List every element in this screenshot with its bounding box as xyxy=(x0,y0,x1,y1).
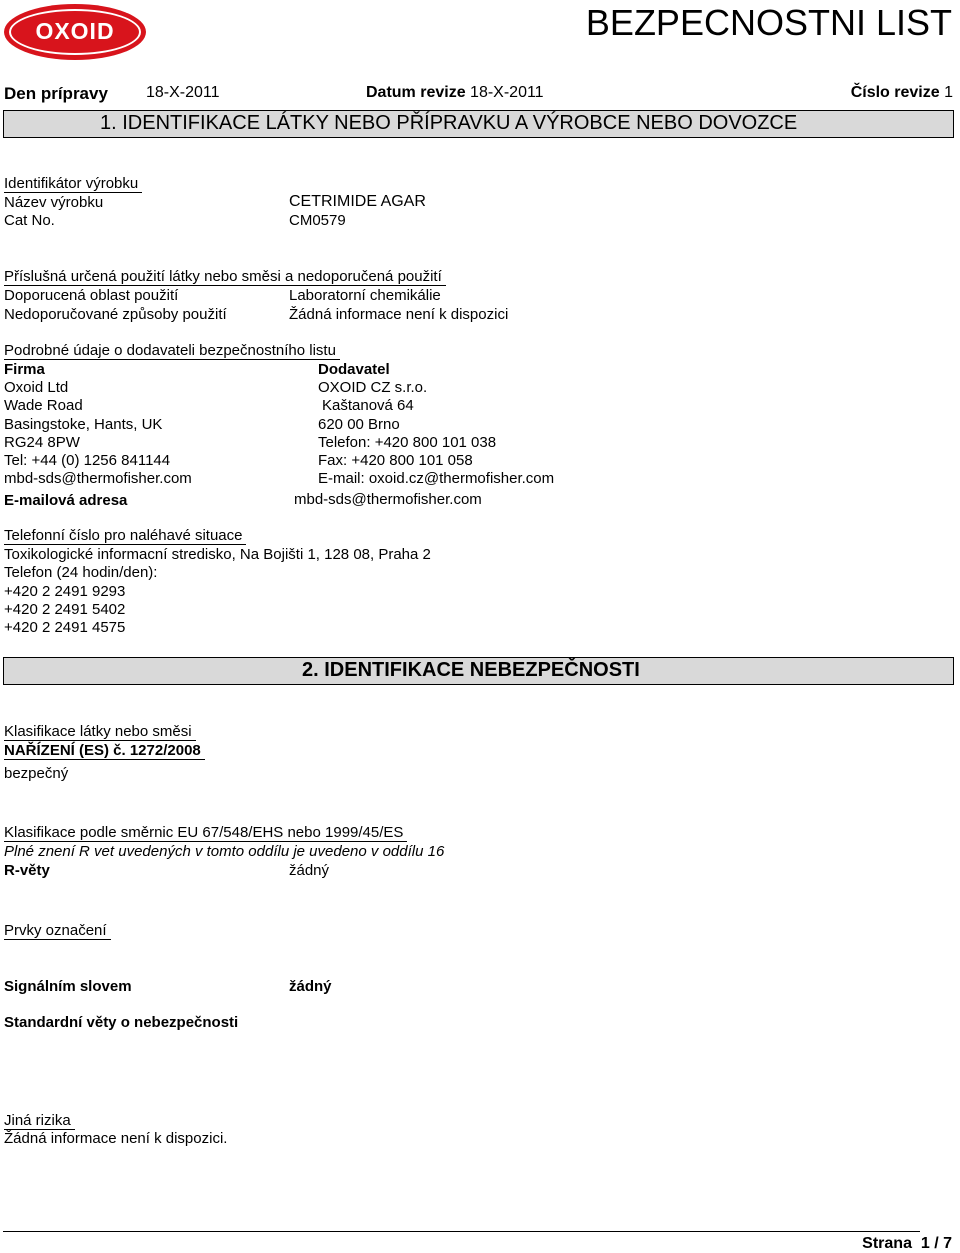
classification-heading: Klasifikace látky nebo směsi xyxy=(4,723,196,741)
recommended-label: Doporucená oblast použití xyxy=(4,287,179,304)
emergency-line: Toxikologické informacní stredisko, Na Bojišti 1, 128 08, Praha 2 xyxy=(4,546,431,563)
oxoid-logo xyxy=(4,4,146,60)
label-elements-heading: Prvky označení xyxy=(4,922,111,940)
firm-line: mbd-sds@thermofisher.com xyxy=(4,470,192,488)
emergency-block xyxy=(4,546,431,637)
firm-line: Wade Road xyxy=(4,397,83,415)
directive-heading: Klasifikace podle směrnic EU 67/548/EHS nebo 1999/45/ES xyxy=(4,824,407,842)
product-name-value: CETRIMIDE AGAR xyxy=(289,193,426,210)
emergency-phone: +420 2 2491 4575 xyxy=(4,619,126,637)
r-phrases-label: R-věty xyxy=(4,862,50,879)
regulation: NAŘÍZENÍ (ES) č. 1272/2008 xyxy=(4,742,205,760)
supplier-line: 620 00 Brno xyxy=(318,415,400,433)
emergency-phone: +420 2 2491 9293 xyxy=(4,582,126,600)
revision-date xyxy=(366,84,544,102)
page-label: Strana xyxy=(862,1235,912,1252)
supplier-heading: Podrobné údaje o dodavateli bezpečnostního listu xyxy=(4,342,340,360)
revision-number xyxy=(851,84,953,102)
supplier-line: Kaštanová 64 xyxy=(322,397,414,415)
logo-text: OXOID xyxy=(35,18,115,44)
supplier-line: OXOID CZ s.r.o. xyxy=(318,379,428,397)
email-label: E-mailová adresa xyxy=(4,492,128,509)
revnum-value: 1 xyxy=(944,84,953,101)
other-hazards-value: Žádná informace není k dispozici. xyxy=(4,1130,228,1147)
emergency-heading: Telefonní číslo pro naléhavé situace xyxy=(4,527,246,545)
classification-value: bezpečný xyxy=(4,765,69,782)
signal-word-label: Signálním slovem xyxy=(4,978,132,995)
page-number xyxy=(862,1235,952,1253)
email-value[interactable]: mbd-sds@thermofisher.com xyxy=(294,491,482,508)
revdate-label: Datum revize xyxy=(366,84,466,101)
signal-word-value: žádný xyxy=(289,978,332,995)
prep-date: 18-X-2011 xyxy=(146,84,220,101)
prep-label: Den prípravy xyxy=(4,84,108,103)
not-recommended-label: Nedoporučované způsoby použití xyxy=(4,306,227,323)
footer-rule xyxy=(3,1231,920,1232)
firm-line: Tel: +44 (0) 1256 841144 xyxy=(4,452,171,470)
firm-line: RG24 8PW xyxy=(4,433,80,451)
emergency-phone: +420 2 2491 5402 xyxy=(4,600,126,618)
directive-note: Plné znení R vet uvedených v tomto oddílu je uvedeno v oddílu 16 xyxy=(4,843,445,860)
section2-title: 2. IDENTIFIKACE NEBEZPEČNOSTI xyxy=(302,659,640,681)
cat-value: CM0579 xyxy=(289,212,346,229)
supplier-block xyxy=(318,361,554,488)
supplier-line: Telefon: +420 800 101 038 xyxy=(318,433,497,451)
revnum-label: Číslo revize xyxy=(850,84,940,101)
hazard-statements-label: Standardní věty o nebezpečnosti xyxy=(4,1014,239,1031)
supplier-line: E-mail: oxoid.cz@thermofisher.com xyxy=(318,470,555,488)
not-recommended-value: Žádná informace není k dispozici xyxy=(289,306,509,323)
page-value: 1 / 7 xyxy=(920,1235,952,1252)
firm-label: Firma xyxy=(4,361,45,378)
other-hazards-heading: Jiná rizika xyxy=(4,1112,75,1130)
supplier-line: Fax: +420 800 101 058 xyxy=(318,452,473,470)
emergency-line: Telefon (24 hodin/den): xyxy=(4,564,158,582)
firm-line: Basingstoke, Hants, UK xyxy=(4,415,163,433)
identifier-heading: Identifikátor výrobku xyxy=(4,175,142,193)
use-heading: Příslušná určená použití látky nebo směsi a nedoporučená použití xyxy=(4,268,446,286)
r-phrases-value: žádný xyxy=(289,862,330,879)
document-title: BEZPECNOSTNI LIST xyxy=(585,2,952,43)
firm-line: Oxoid Ltd xyxy=(4,379,69,397)
supplier-label: Dodavatel xyxy=(318,361,390,378)
product-name-label: Název výrobku xyxy=(4,194,104,211)
firm-block xyxy=(4,361,192,488)
cat-label: Cat No. xyxy=(4,212,55,229)
recommended-value: Laboratorní chemikálie xyxy=(289,287,441,304)
section1-title: 1. IDENTIFIKACE LÁTKY NEBO PŘÍPRAVKU A VÝROBCE NEBO DOVOZCE xyxy=(100,112,798,134)
revdate-value: 18-X-2011 xyxy=(470,84,544,101)
